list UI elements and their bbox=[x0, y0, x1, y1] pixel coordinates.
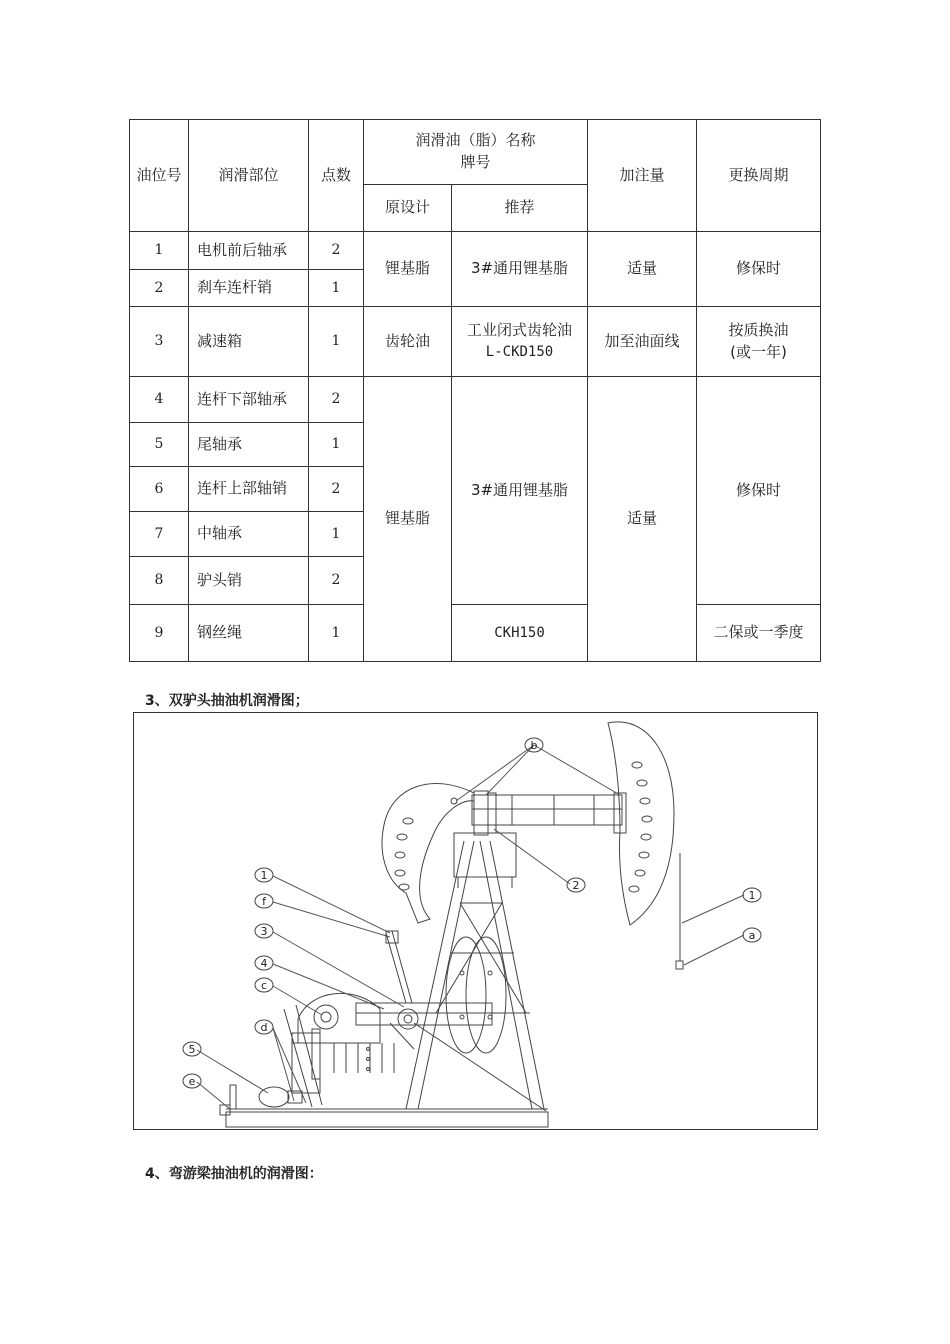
g1-amount: 适量 bbox=[588, 232, 697, 307]
g2-original: 齿轮油 bbox=[364, 307, 452, 377]
callout-1-right bbox=[743, 888, 761, 902]
row-points: 2 bbox=[309, 467, 364, 512]
row-number: 5 bbox=[130, 423, 189, 467]
table-row bbox=[130, 307, 821, 377]
svg-text:a: a bbox=[748, 929, 756, 942]
row-part: 电机前后轴承 bbox=[189, 232, 309, 270]
svg-text:f: f bbox=[262, 895, 266, 908]
table-row bbox=[130, 605, 821, 662]
svg-text:1: 1 bbox=[260, 869, 268, 882]
row-number: 9 bbox=[130, 605, 189, 662]
g2-amount: 加至油面线 bbox=[588, 307, 697, 377]
row-part: 连杆上部轴销 bbox=[189, 467, 309, 512]
header-cycle: 更换周期 bbox=[697, 120, 821, 232]
header-oil-position: 油位号 bbox=[130, 120, 189, 232]
leader-lines bbox=[197, 745, 744, 1109]
svg-text:d: d bbox=[260, 1021, 268, 1034]
section-3-title: 3、双驴头抽油机润滑图； bbox=[145, 693, 309, 709]
row-part: 尾轴承 bbox=[189, 423, 309, 467]
row-points: 1 bbox=[309, 270, 364, 307]
table-row bbox=[130, 232, 821, 270]
row-number: 1 bbox=[130, 232, 189, 270]
row-part: 减速箱 bbox=[189, 307, 309, 377]
row-points: 2 bbox=[309, 557, 364, 605]
callout-3 bbox=[255, 924, 273, 938]
header-amount: 加注量 bbox=[588, 120, 697, 232]
g4-recommended: CKH150 bbox=[452, 605, 588, 662]
g1-cycle: 修保时 bbox=[697, 232, 821, 307]
g4-cycle: 二保或一季度 bbox=[697, 605, 821, 662]
header-lubricant-name: 润滑油（脂）名称 bbox=[415, 131, 536, 150]
callout-a bbox=[743, 928, 761, 942]
row-points: 1 bbox=[309, 423, 364, 467]
row-points: 2 bbox=[309, 232, 364, 270]
right-horsehead bbox=[608, 722, 683, 969]
pumping-unit-lubrication-diagram bbox=[133, 712, 818, 1130]
table-row bbox=[130, 377, 821, 423]
row-number: 4 bbox=[130, 377, 189, 423]
svg-text:1: 1 bbox=[748, 889, 756, 902]
callout-f bbox=[255, 894, 273, 908]
header-lubricant bbox=[364, 120, 588, 185]
samson-post bbox=[406, 833, 544, 1109]
row-points: 1 bbox=[309, 605, 364, 662]
header-points: 点数 bbox=[309, 120, 364, 232]
header-part: 润滑部位 bbox=[189, 120, 309, 232]
g2-cycle-main: 按质换油 bbox=[728, 320, 789, 339]
callout-e bbox=[183, 1074, 201, 1088]
row-part: 钢丝绳 bbox=[189, 605, 309, 662]
callout-b bbox=[525, 738, 543, 752]
row-number: 2 bbox=[130, 270, 189, 307]
row-part: 连杆下部轴承 bbox=[189, 377, 309, 423]
row-part: 驴头销 bbox=[189, 557, 309, 605]
g3-cycle: 修保时 bbox=[697, 377, 821, 605]
svg-text:5: 5 bbox=[188, 1043, 196, 1056]
g2-recommended bbox=[452, 307, 588, 377]
header-lubricant-grade: 牌号 bbox=[460, 153, 491, 171]
row-part: 刹车连杆销 bbox=[189, 270, 309, 307]
g3-amount: 适量 bbox=[588, 377, 697, 662]
row-number: 6 bbox=[130, 467, 189, 512]
left-horsehead bbox=[382, 783, 474, 923]
row-number: 3 bbox=[130, 307, 189, 377]
row-number: 8 bbox=[130, 557, 189, 605]
g2-recommended-name: 工业闭式齿轮油 bbox=[467, 321, 573, 340]
motor bbox=[230, 1005, 322, 1109]
header-recommended: 推荐 bbox=[452, 185, 588, 232]
g3-original: 锂基脂 bbox=[364, 377, 452, 662]
callout-4 bbox=[255, 956, 273, 970]
svg-text:4: 4 bbox=[260, 957, 268, 970]
g2-cycle-note: (或一年) bbox=[730, 342, 787, 361]
svg-text:c: c bbox=[260, 979, 268, 992]
row-points: 1 bbox=[309, 307, 364, 377]
lubrication-table bbox=[129, 119, 821, 662]
base-frame bbox=[220, 1105, 548, 1127]
svg-text:2: 2 bbox=[572, 879, 580, 892]
callout-1-left bbox=[255, 868, 273, 882]
svg-text:3: 3 bbox=[260, 925, 268, 938]
row-number: 7 bbox=[130, 512, 189, 557]
g2-cycle bbox=[697, 307, 821, 377]
g2-recommended-grade: L-CKD150 bbox=[485, 344, 554, 361]
walking-beam bbox=[472, 791, 626, 835]
callout-d bbox=[255, 1020, 273, 1034]
row-points: 1 bbox=[309, 512, 364, 557]
callout-c bbox=[255, 978, 273, 992]
crank-assembly bbox=[356, 937, 546, 1111]
row-part: 中轴承 bbox=[189, 512, 309, 557]
section-4-title: 4、弯游梁抽油机的润滑图： bbox=[145, 1166, 323, 1182]
g3-recommended: 3#通用锂基脂 bbox=[452, 377, 588, 605]
callout-5 bbox=[183, 1042, 201, 1056]
header-original: 原设计 bbox=[364, 185, 452, 232]
pitman-rod bbox=[386, 931, 412, 1003]
g1-original: 锂基脂 bbox=[364, 232, 452, 307]
g1-recommended: 3#通用锂基脂 bbox=[452, 232, 588, 307]
callout-2 bbox=[567, 878, 585, 892]
svg-text:e: e bbox=[188, 1075, 196, 1088]
row-points: 2 bbox=[309, 377, 364, 423]
svg-text:b: b bbox=[530, 739, 538, 752]
